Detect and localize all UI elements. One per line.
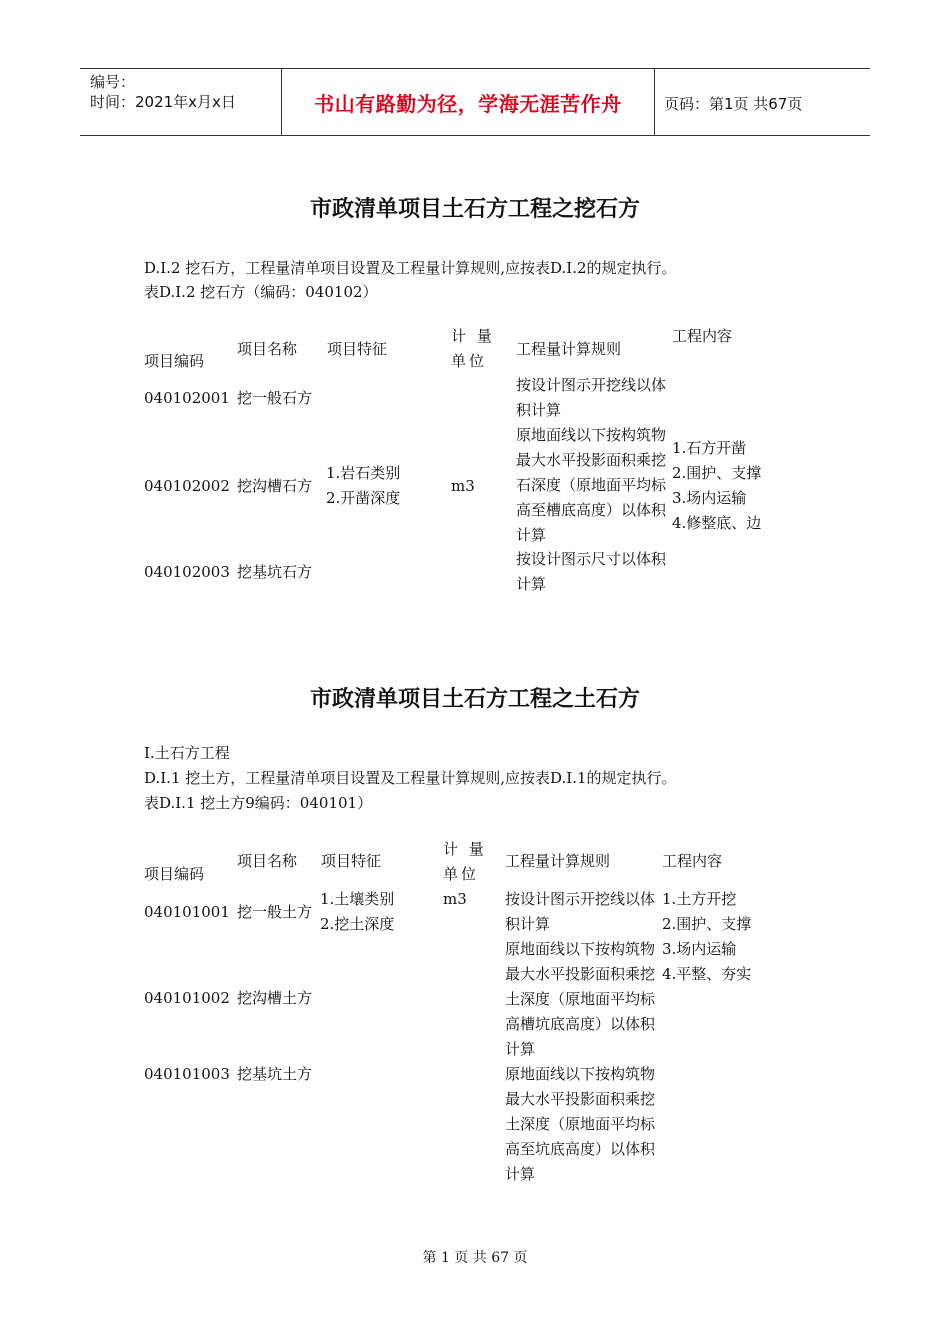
section1-table-caption: 表D.I.2 挖石方（编码：040102） — [144, 283, 378, 301]
col-header-unit: 计 量 单位 — [451, 327, 495, 370]
col-header-rule: 工程量计算规则 — [505, 852, 611, 870]
table-row-unit: m3 — [443, 890, 467, 908]
page-footer: 第 1 页 共 67 页 — [422, 1250, 528, 1266]
table-row-name: 挖沟槽土方 — [237, 989, 313, 1007]
table-row-name: 挖基坑土方 — [237, 1065, 313, 1083]
table-row-code: 040102003 — [144, 563, 230, 581]
col-header-feature: 项目特征 — [321, 852, 382, 870]
section2-title: 市政清单项目土石方工程之土石方 — [309, 687, 640, 712]
col-header-rule: 工程量计算规则 — [516, 340, 622, 358]
col-header-unit: 计 量 单位 — [443, 840, 487, 883]
header-motto: 书山有路勤为径，学海无涯苦作舟 — [314, 92, 622, 116]
table-row-name: 挖一般土方 — [237, 903, 313, 921]
table-row-code: 040101002 — [144, 989, 230, 1007]
col-header-name: 项目名称 — [237, 340, 298, 358]
table-row-name: 挖沟槽石方 — [237, 477, 313, 495]
col-header-code: 项目编码 — [144, 352, 205, 370]
table-row-rule: 原地面线以下按构筑物最大水平投影面积乘挖土深度（原地面平均标高至坑底高度）以体积计算 — [505, 1065, 656, 1183]
table-row-rule: 按设计图示尺寸以体积计算 — [516, 550, 667, 593]
table-row-content: 1.石方开凿 2.围护、支撑 3.场内运输 4.修整底、边 — [672, 439, 762, 532]
col-header-code: 项目编码 — [144, 865, 205, 883]
header-divider-right — [654, 68, 655, 136]
table-row-code: 040102001 — [144, 389, 230, 407]
table-row-feature: 1.土壤类别 2.挖土深度 — [320, 890, 395, 933]
header-bottom-border — [80, 135, 870, 136]
section2-heading: I.土石方工程 — [144, 744, 230, 762]
table-content-column: 1.土方开挖 2.围护、支撑 3.场内运输 4.平整、夯实 — [662, 890, 752, 983]
section2-intro: D.I.1 挖土方，工程量清单项目设置及工程量计算规则,应按表D.I.1的规定执行。 — [144, 769, 677, 787]
table-row-feature: 1.岩石类别 2.开凿深度 — [326, 464, 401, 507]
table-row-rule: 按设计图示开挖线以体积计算 — [516, 376, 667, 419]
table-row-name: 挖一般石方 — [237, 389, 313, 407]
header-meta — [90, 72, 236, 112]
header-page-info: 页码：第1页 共67页 — [664, 95, 803, 113]
col-header-content: 工程内容 — [662, 852, 723, 870]
col-header-name: 项目名称 — [237, 852, 298, 870]
table-row-rule: 原地面线以下按构筑物最大水平投影面积乘挖石深度（原地面平均标高至槽底高度）以体积计算 — [516, 426, 667, 544]
table-row-code: 040101001 — [144, 903, 230, 921]
table-row-unit: m3 — [451, 477, 475, 495]
section2-table-caption: 表D.I.1 挖土方9编码：040101） — [144, 794, 373, 812]
section1-title: 市政清单项目土石方工程之挖石方 — [309, 197, 640, 222]
col-header-feature: 项目特征 — [327, 340, 388, 358]
header-top-border — [80, 68, 870, 69]
table-row-code: 040102002 — [144, 477, 230, 495]
table-row-name: 挖基坑石方 — [237, 563, 313, 581]
table-row-rule: 原地面线以下按构筑物最大水平投影面积乘挖土深度（原地面平均标高槽坑底高度）以体积计算 — [505, 940, 656, 1058]
table-row-code: 040101003 — [144, 1065, 230, 1083]
section1-intro: D.I.2 挖石方，工程量清单项目设置及工程量计算规则,应按表D.I.2的规定执行。 — [144, 259, 677, 277]
header-time-label: 时间：2021年x月x日 — [90, 93, 236, 111]
header-number-label: 编号： — [90, 73, 136, 91]
table-row-rule: 按设计图示开挖线以体积计算 — [505, 890, 656, 933]
col-header-content: 工程内容 — [672, 327, 733, 345]
